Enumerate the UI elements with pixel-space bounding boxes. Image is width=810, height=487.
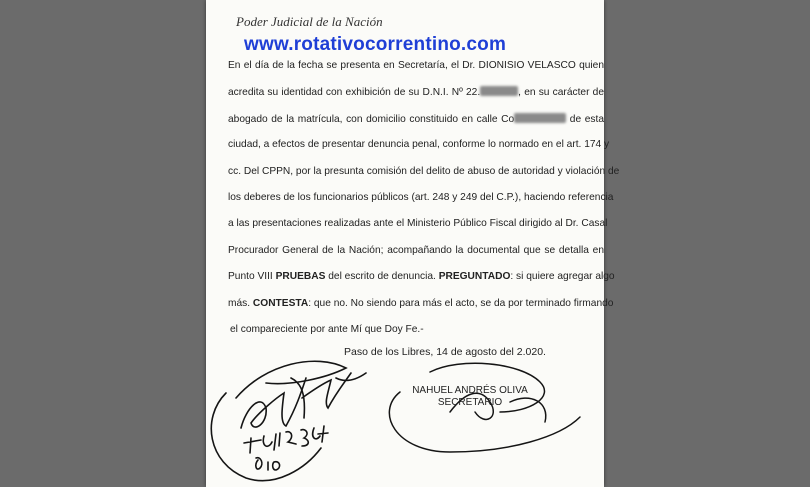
body-line — [228, 60, 604, 71]
body-line — [228, 297, 614, 309]
text-segment: ciudad, a efectos de presentar denuncia penal, conforme lo normado en el art. 174 y — [228, 139, 610, 151]
document-header: Poder Judicial de la Nación — [236, 14, 383, 29]
text-segment: más. — [228, 297, 253, 309]
text-segment: el compareciente por ante Mí que Doy Fe.- — [230, 324, 424, 335]
body-line — [228, 86, 604, 98]
text-segment: : si quiere agregar algo — [510, 271, 615, 283]
text-segment: del escrito de denuncia. — [325, 271, 439, 283]
body-line — [228, 271, 615, 283]
text-segment: : que no. No siendo para más el acto, se da por terminado firmando — [308, 297, 614, 309]
body-line — [228, 218, 608, 230]
text-segment: a las presentaciones realizadas ante el Ministerio Público Fiscal dirigido al Dr. Casal — [228, 218, 608, 230]
date-line: Paso de los Libres, 14 de agosto del 2.020. — [344, 346, 546, 358]
text-segment: abogado de la matrícula, con domicilio constituido en calle Co — [228, 113, 515, 125]
redaction-blur — [514, 113, 566, 123]
body-line — [228, 165, 620, 177]
body-line — [228, 245, 604, 256]
text-segment: cc. Del CPPN, por la presunta comisión del delito de abuso de autoridad y violación de — [228, 165, 620, 177]
body-line — [228, 113, 604, 125]
handwritten-signature-right — [370, 352, 600, 472]
document-page — [206, 0, 620, 487]
body-line — [230, 324, 606, 335]
text-segment: los deberes de los funcionarios públicos (art. 248 y 249 del C.P.), haciendo referencia — [228, 192, 614, 203]
bold-text: CONTESTA — [252, 297, 309, 309]
watermark-url: www.rotativocorrentino.com — [244, 34, 507, 55]
text-segment: Procurador General de la Nación; acompañando la documental que se detalla en — [228, 244, 604, 256]
bold-text: PRUEBAS — [275, 271, 326, 283]
redaction-blur — [480, 86, 518, 96]
body-line — [228, 192, 614, 203]
text-segment: de esta — [566, 113, 605, 125]
text-segment: Punto VIII — [228, 271, 276, 283]
text-segment: acredita su identidad con exhibición de su D.N.I. Nº 22. — [228, 87, 481, 99]
body-line — [228, 139, 610, 151]
signatory-name: NAHUEL ANDRÉS OLIVA — [412, 385, 528, 396]
text-segment: , en su carácter de — [518, 87, 604, 99]
bold-text: PREGUNTADO — [438, 271, 511, 283]
handwritten-signature-left — [206, 338, 386, 487]
text-segment: En el día de la fecha se presenta en Secretaría, el Dr. DIONISIO VELASCO quien — [228, 60, 604, 71]
signatory-title: SECRETARIO — [437, 397, 503, 408]
signature-block — [402, 385, 538, 409]
